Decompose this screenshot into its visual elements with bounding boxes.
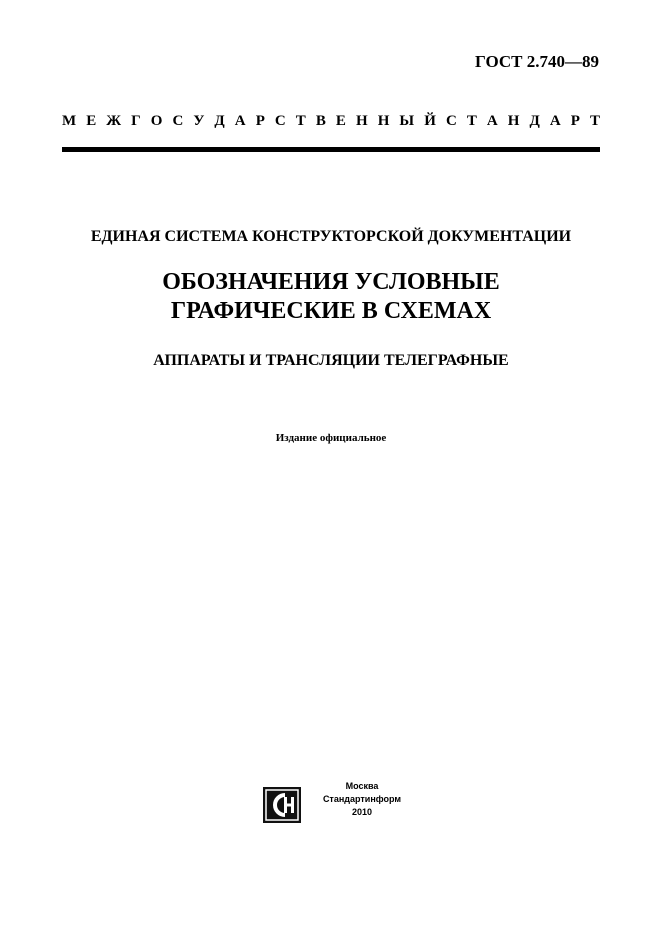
- standartinform-logo-icon: [262, 786, 302, 824]
- edition-label: Издание официальное: [275, 432, 387, 444]
- publisher-info: [306, 780, 418, 819]
- publisher-city: Москва: [345, 781, 379, 791]
- standard-number: ГОСТ 2.740—89: [475, 52, 599, 71]
- document-subtitle: АППАРАТЫ И ТРАНСЛЯЦИИ ТЕЛЕГРАФНЫЕ: [153, 352, 509, 369]
- publication-year: 2010: [351, 807, 373, 817]
- document-title-line-1: ОБОЗНАЧЕНИЯ УСЛОВНЫЕ: [162, 269, 500, 295]
- document-title: [62, 268, 600, 326]
- standard-type-heading: М Е Ж Г О С У Д А Р С Т В Е Н Н Ы Й С Т А Н Д А Р Т: [62, 113, 600, 129]
- heading-divider: [62, 147, 600, 152]
- document-title-line-2: ГРАФИЧЕСКИЕ В СХЕМАХ: [170, 298, 492, 324]
- publisher-name: Стандартинформ: [322, 794, 402, 804]
- system-title: ЕДИНАЯ СИСТЕМА КОНСТРУКТОРСКОЙ ДОКУМЕНТАЦИИ: [90, 228, 572, 245]
